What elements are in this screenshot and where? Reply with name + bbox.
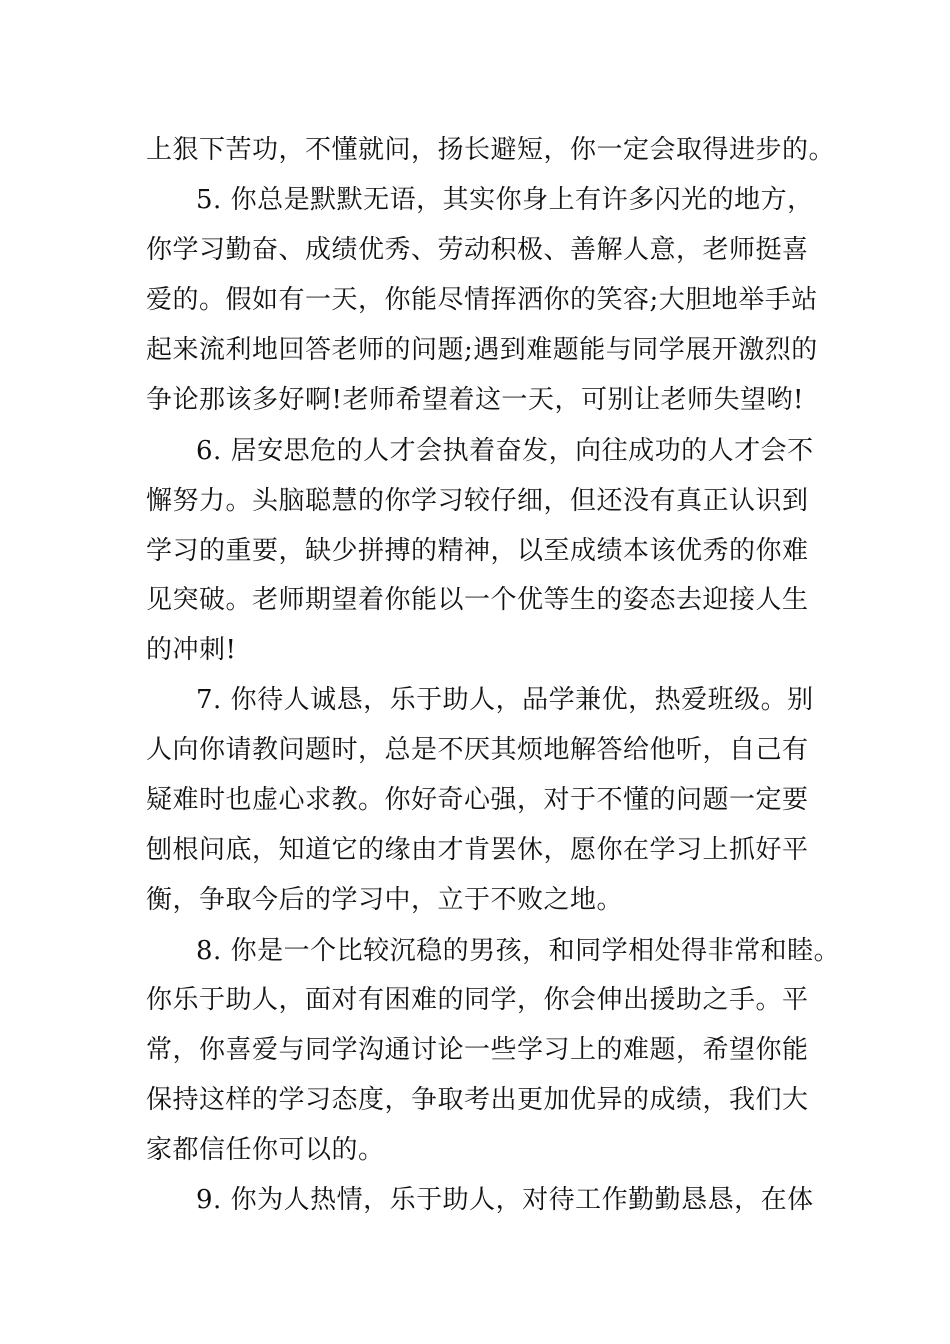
text-line: 人向你请教问题时，总是不厌其烦地解答给他听，自己有	[146, 735, 809, 765]
text-line: 学习的重要，缺少拼搏的精神，以至成绩本该优秀的你难	[146, 536, 809, 566]
text-line: 刨根问底，知道它的缘由才肯罢休，愿你在学习上抓好平	[146, 835, 809, 865]
text-line: 爱的。假如有一天，你能尽情挥洒你的笑容;大胆地举手站	[146, 285, 818, 315]
text-line: 8. 你是一个比较沉稳的男孩，和同学相处得非常和睦。	[196, 936, 841, 966]
text-line: 见突破。老师期望着你能以一个优等生的姿态去迎接人生	[146, 585, 809, 615]
text-line: 5. 你总是默默无语，其实你身上有许多闪光的地方，	[196, 185, 814, 215]
text-line: 起来流利地回答老师的问题;遇到难题能与同学展开激烈的	[146, 335, 818, 365]
text-line: 疑难时也虚心求教。你好奇心强，对于不懂的问题一定要	[146, 785, 809, 815]
text-line: 保持这样的学习态度，争取考出更加优异的成绩，我们大	[146, 1085, 809, 1115]
text-line: 家都信任你可以的。	[146, 1135, 385, 1165]
text-line: 衡，争取今后的学习中，立于不败之地。	[146, 885, 624, 915]
text-line: 6. 居安思危的人才会执着奋发，向往成功的人才会不	[196, 436, 814, 466]
text-line: 懈努力。头脑聪慧的你学习较仔细，但还没有真正认识到	[146, 486, 809, 516]
text-line: 7. 你待人诚恳，乐于助人，品学兼优，热爱班级。别	[196, 685, 814, 715]
text-line: 常，你喜爱与同学沟通讨论一些学习上的难题，希望你能	[146, 1035, 809, 1065]
text-line: 9. 你为人热情，乐于助人，对待工作勤勤恳恳，在体	[196, 1185, 814, 1215]
text-line: 你乐于助人，面对有困难的同学，你会伸出援助之手。平	[146, 985, 809, 1015]
text-line: 你学习勤奋、成绩优秀、劳动积极、善解人意，老师挺喜	[146, 235, 809, 265]
text-line: 上狠下苦功，不懂就问，扬长避短，你一定会取得进步的。	[146, 135, 836, 165]
text-line: 的冲刺!	[146, 635, 237, 665]
text-line: 争论那该多好啊!老师希望着这一天，可别让老师失望哟!	[146, 385, 804, 415]
